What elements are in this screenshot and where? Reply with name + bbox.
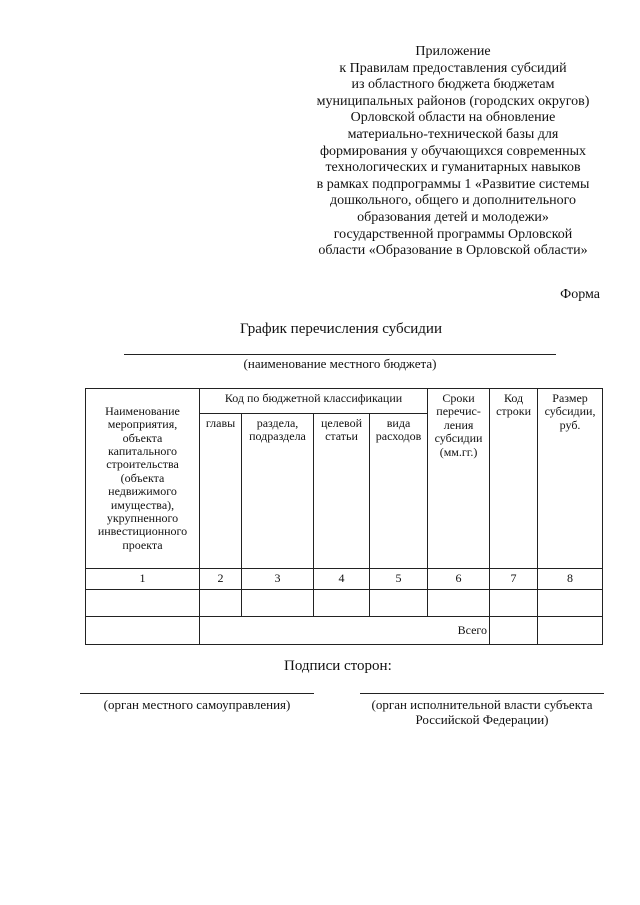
- text-line: главы: [205, 416, 236, 430]
- text-line: статьи: [325, 429, 358, 444]
- column-number: 3: [242, 569, 314, 590]
- text-line: объекта: [122, 430, 163, 445]
- table-cell: [428, 590, 490, 617]
- text-line: вида: [386, 416, 411, 430]
- header-transfer-terms: [428, 389, 490, 569]
- appendix-line: Орловской области на обновление: [350, 110, 556, 126]
- appendix-line: области «Образование в Орловской области»: [318, 243, 588, 259]
- appendix-block: [300, 44, 606, 260]
- table-row: [86, 590, 603, 617]
- text-line: Сроки: [442, 391, 475, 405]
- text-line: Размер: [552, 391, 588, 405]
- text-line: перечис-: [436, 404, 481, 419]
- header-line-code: [490, 389, 538, 569]
- text-line: недвижимого: [108, 484, 177, 499]
- text-line: целевой: [320, 416, 363, 430]
- text-line: руб.: [559, 417, 581, 432]
- text-line: раздела,: [256, 416, 299, 430]
- text-line: расходов: [375, 429, 422, 444]
- appendix-line: муниципальных районов (городских округов): [316, 93, 590, 109]
- text-line: ления: [443, 417, 474, 432]
- table-cell: [370, 590, 428, 617]
- header-section: [242, 414, 314, 569]
- text-line: капитального: [108, 443, 177, 458]
- text-line: строки: [496, 404, 532, 419]
- appendix-line: технологических и гуманитарных навыков: [325, 160, 581, 176]
- local-authority-caption: [80, 697, 314, 712]
- text-line: субсидии: [434, 431, 483, 446]
- total-label: Всего: [200, 617, 490, 645]
- text-line: имущества),: [110, 497, 175, 512]
- header-event-name: [86, 389, 200, 569]
- text-line: подраздела: [249, 429, 306, 444]
- table-cell: [490, 590, 538, 617]
- text-line: Наименование: [105, 403, 180, 418]
- text-line: (объекта: [120, 470, 165, 485]
- table-cell: [86, 590, 200, 617]
- column-number: 7: [490, 569, 538, 590]
- header-chapter: [200, 414, 242, 569]
- budget-name-caption: (наименование местного бюджета): [243, 356, 437, 371]
- appendix-line: материально-технической базы для: [347, 126, 559, 142]
- appendix-line: из областного бюджета бюджетам: [351, 77, 555, 93]
- header-target-item: [314, 414, 370, 569]
- total-row: [86, 617, 603, 645]
- text-line: укрупненного: [106, 511, 179, 526]
- table-cell: [242, 590, 314, 617]
- table-cell: [490, 617, 538, 645]
- text-line: Российской Федерации): [415, 712, 549, 727]
- table-cell: [86, 617, 200, 645]
- appendix-line: Приложение: [415, 44, 491, 59]
- column-number: 4: [314, 569, 370, 590]
- text-line: строительства: [106, 457, 179, 472]
- local-authority-signature-line: [80, 693, 314, 694]
- appendix-line: государственной программы Орловской: [333, 226, 573, 242]
- appendix-line: в рамках подпрограммы 1 «Развитие системы: [316, 176, 590, 192]
- column-number: 5: [370, 569, 428, 590]
- total-amount-cell: [538, 617, 603, 645]
- schedule-title: График перечисления субсидии: [240, 321, 442, 337]
- form-label: Форма: [560, 287, 600, 302]
- regional-authority-signature-line: [360, 693, 604, 694]
- budget-name-line: [124, 354, 556, 355]
- appendix-line: дошкольного, общего и дополнительного: [329, 193, 577, 209]
- regional-authority-caption: [360, 697, 604, 727]
- header-expense-type: [370, 414, 428, 569]
- signatures-title: Подписи сторон:: [284, 658, 392, 674]
- table-cell: [200, 590, 242, 617]
- appendix-line: формирования у обучающихся современных: [319, 143, 587, 159]
- header-subsidy-amount: [538, 389, 603, 569]
- appendix-line: образования детей и молодежи»: [357, 209, 549, 225]
- text-line: проекта: [122, 537, 163, 552]
- text-line: (мм.гг.): [439, 444, 478, 459]
- table-cell: [538, 590, 603, 617]
- text-line: инвестиционного: [97, 524, 188, 539]
- column-number: 6: [428, 569, 490, 590]
- text-line: Код: [503, 391, 524, 405]
- header-budget-classification: Код по бюджетной классификации: [200, 389, 428, 414]
- table-cell: [314, 590, 370, 617]
- appendix-line: к Правилам предоставления субсидий: [339, 60, 567, 76]
- column-number: 8: [538, 569, 603, 590]
- column-numbers-row: [86, 569, 603, 590]
- text-line: (орган исполнительной власти субъекта: [371, 697, 593, 712]
- text-line: мероприятия,: [107, 417, 178, 432]
- text-line: субсидии,: [544, 404, 596, 419]
- subsidy-schedule-table: [85, 388, 603, 645]
- column-number: 1: [86, 569, 200, 590]
- text-line: (орган местного самоуправления): [103, 697, 291, 712]
- column-number: 2: [200, 569, 242, 590]
